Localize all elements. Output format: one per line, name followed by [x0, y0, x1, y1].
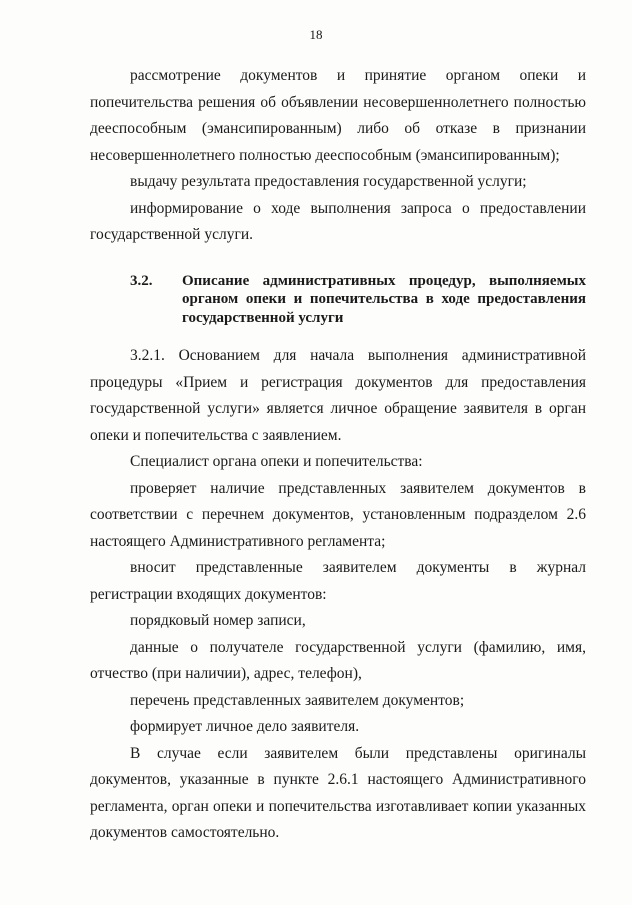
paragraph-review-decision: рассмотрение документов и принятие органом опеки и попечительства решения об объявлении несовершеннолетнего полностью дееспособным (эмансипированным) либо об отказе в признании несовершеннолетнего полностью дееспособным (эмансипированным); — [90, 67, 586, 164]
paragraph-checks-documents: проверяет наличие представленных заявителем документов в соответствии с перечнем документов, установленным подразделом 2.6 настоящего Административного регламента; — [90, 479, 586, 550]
paragraph-issue-result: выдачу результата предоставления государственной услуги; — [130, 173, 527, 190]
paragraph-registers-documents: вносит представленные заявителем документы в журнал регистрации входящих документов: — [90, 559, 586, 603]
section-title: Описание административных процедур, выполняемых органом опеки и попечительства в ходе предоставления государственной услуги — [182, 272, 586, 326]
list-item-recipient-data: данные о получателе государственной услуги (фамилию, имя, отчество (при наличии), адрес, телефон), — [90, 638, 586, 682]
list-item-record-number: порядковый номер записи, — [130, 612, 306, 629]
paragraph-specialist: Специалист органа опеки и попечительства: — [130, 453, 423, 470]
paragraph-forms-case-file: формирует личное дело заявителя. — [130, 718, 360, 735]
section-number: 3.2. — [130, 272, 153, 289]
list-item-document-list: перечень представленных заявителем документов; — [130, 691, 465, 709]
page-content — [90, 63, 586, 847]
paragraph-originals-copies: В случае если заявителем были представлены оригиналы документов, указанные в пункте 2.6.1 настоящего Административного регламента, орган опеки и попечительства изготавливает копии указанных документов самостоятельно. — [90, 744, 586, 841]
section-heading — [90, 272, 586, 328]
paragraph-inform-progress: информирование о ходе выполнения запроса о предоставлении государственной услуги. — [90, 199, 586, 243]
page-number: 18 — [309, 27, 323, 42]
paragraph-3-2-1: 3.2.1. Основанием для начала выполнения административной процедуры «Прием и регистрация документов для предоставления государственной услуги» является личное обращение заявителя в орган опеки и попечительства с заявлением. — [90, 347, 586, 444]
